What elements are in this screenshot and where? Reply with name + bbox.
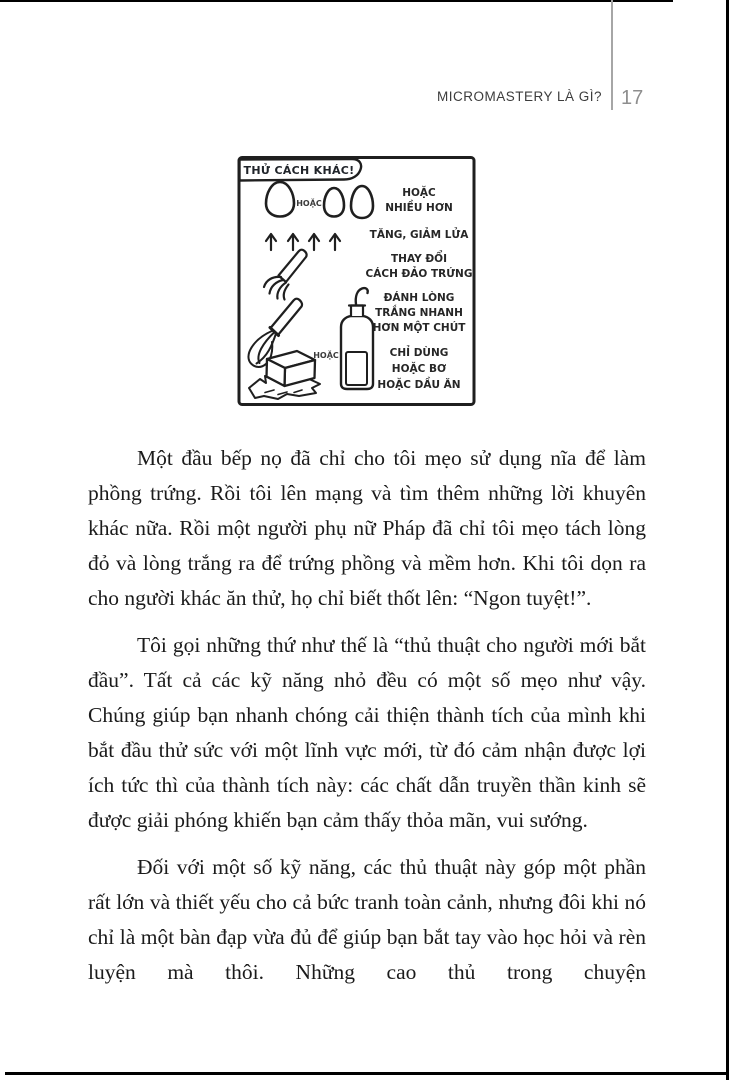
body-text — [88, 441, 646, 1002]
egg-icon — [266, 182, 294, 217]
fat-label-line1: CHỈ DÙNG — [389, 347, 449, 359]
fat-label-line2: HOẶC BƠ — [391, 363, 447, 375]
stir-label-line1: THAY ĐỔI — [391, 253, 447, 265]
paragraph: Đối với một số kỹ năng, các thủ thuật này góp một phần rất lớn và thiết yếu cho cả bức tranh toàn cảnh, nhưng đôi khi nó chỉ là một bàn đạp vừa đủ để giúp bạn bắt tay vào học hỏi và rèn luyện mà thôi. Những cao thủ trong chuyện — [88, 855, 646, 984]
whisk-label-line2: TRẮNG NHANH — [375, 307, 463, 319]
egg-icon — [324, 188, 344, 217]
page-right-edge-line — [726, 0, 729, 1080]
whisk-label-line3: HƠN MỘT CHÚT — [372, 322, 466, 334]
paragraph: Tôi gọi những thứ như thế là “thủ thuật cho người mới bắt đầu”. Tất cả các kỹ năng nhỏ đều có một số mẹo như vậy. Chúng giúp bạn nhanh chóng cải thiện thành tích của mình khi bắt đầu thử sức với một lĩnh vực mới, từ đó cảm nhận được lợi ích tức thì của thành tích này: các chất dẫn truyền thần kinh sẽ được giải phóng khiến bạn cảm thấy thỏa mãn, vui sướng. — [88, 633, 646, 832]
paragraph: Một đầu bếp nọ đã chỉ cho tôi mẹo sử dụng nĩa để làm phồng trứng. Rồi tôi lên mạng và tìm thêm những lời khuyên khác nữa. Rồi một người phụ nữ Pháp đã chỉ tôi mẹo tách lòng đỏ và lòng trắng ra để trứng phồng và mềm hơn. Khi tôi dọn ra cho người khác ăn thử, họ chỉ biết thốt lên: “Ngon tuyệt!”. — [88, 446, 646, 610]
banner — [240, 159, 362, 181]
more-eggs-label-line1: HOẶC — [402, 187, 436, 199]
page-bottom-edge-line — [5, 1072, 727, 1075]
egg-alt-label: HOẶC — [296, 199, 322, 208]
header-rule — [611, 0, 613, 110]
illustration-box — [237, 155, 477, 407]
more-eggs-label-line2: NHIỀU HƠN — [385, 202, 453, 214]
whisk-label-line1: ĐÁNH LÒNG — [383, 292, 455, 304]
banner-label: THỬ CÁCH KHÁC! — [243, 164, 355, 177]
egg-icon — [351, 186, 373, 218]
sketch-illustration — [237, 155, 477, 407]
page-number: 17 — [621, 87, 644, 109]
heat-label: TĂNG, GIẢM LỬA — [369, 229, 469, 241]
stir-label-line2: CÁCH ĐẢO TRỨNG — [365, 268, 473, 280]
running-header-title: MICROMASTERY LÀ GÌ? — [436, 89, 602, 104]
page-top-edge-line — [0, 0, 673, 2]
fat-label-line3: HOẶC DẦU ĂN — [377, 379, 461, 391]
fat-alt-label: HOẶC — [313, 351, 339, 360]
